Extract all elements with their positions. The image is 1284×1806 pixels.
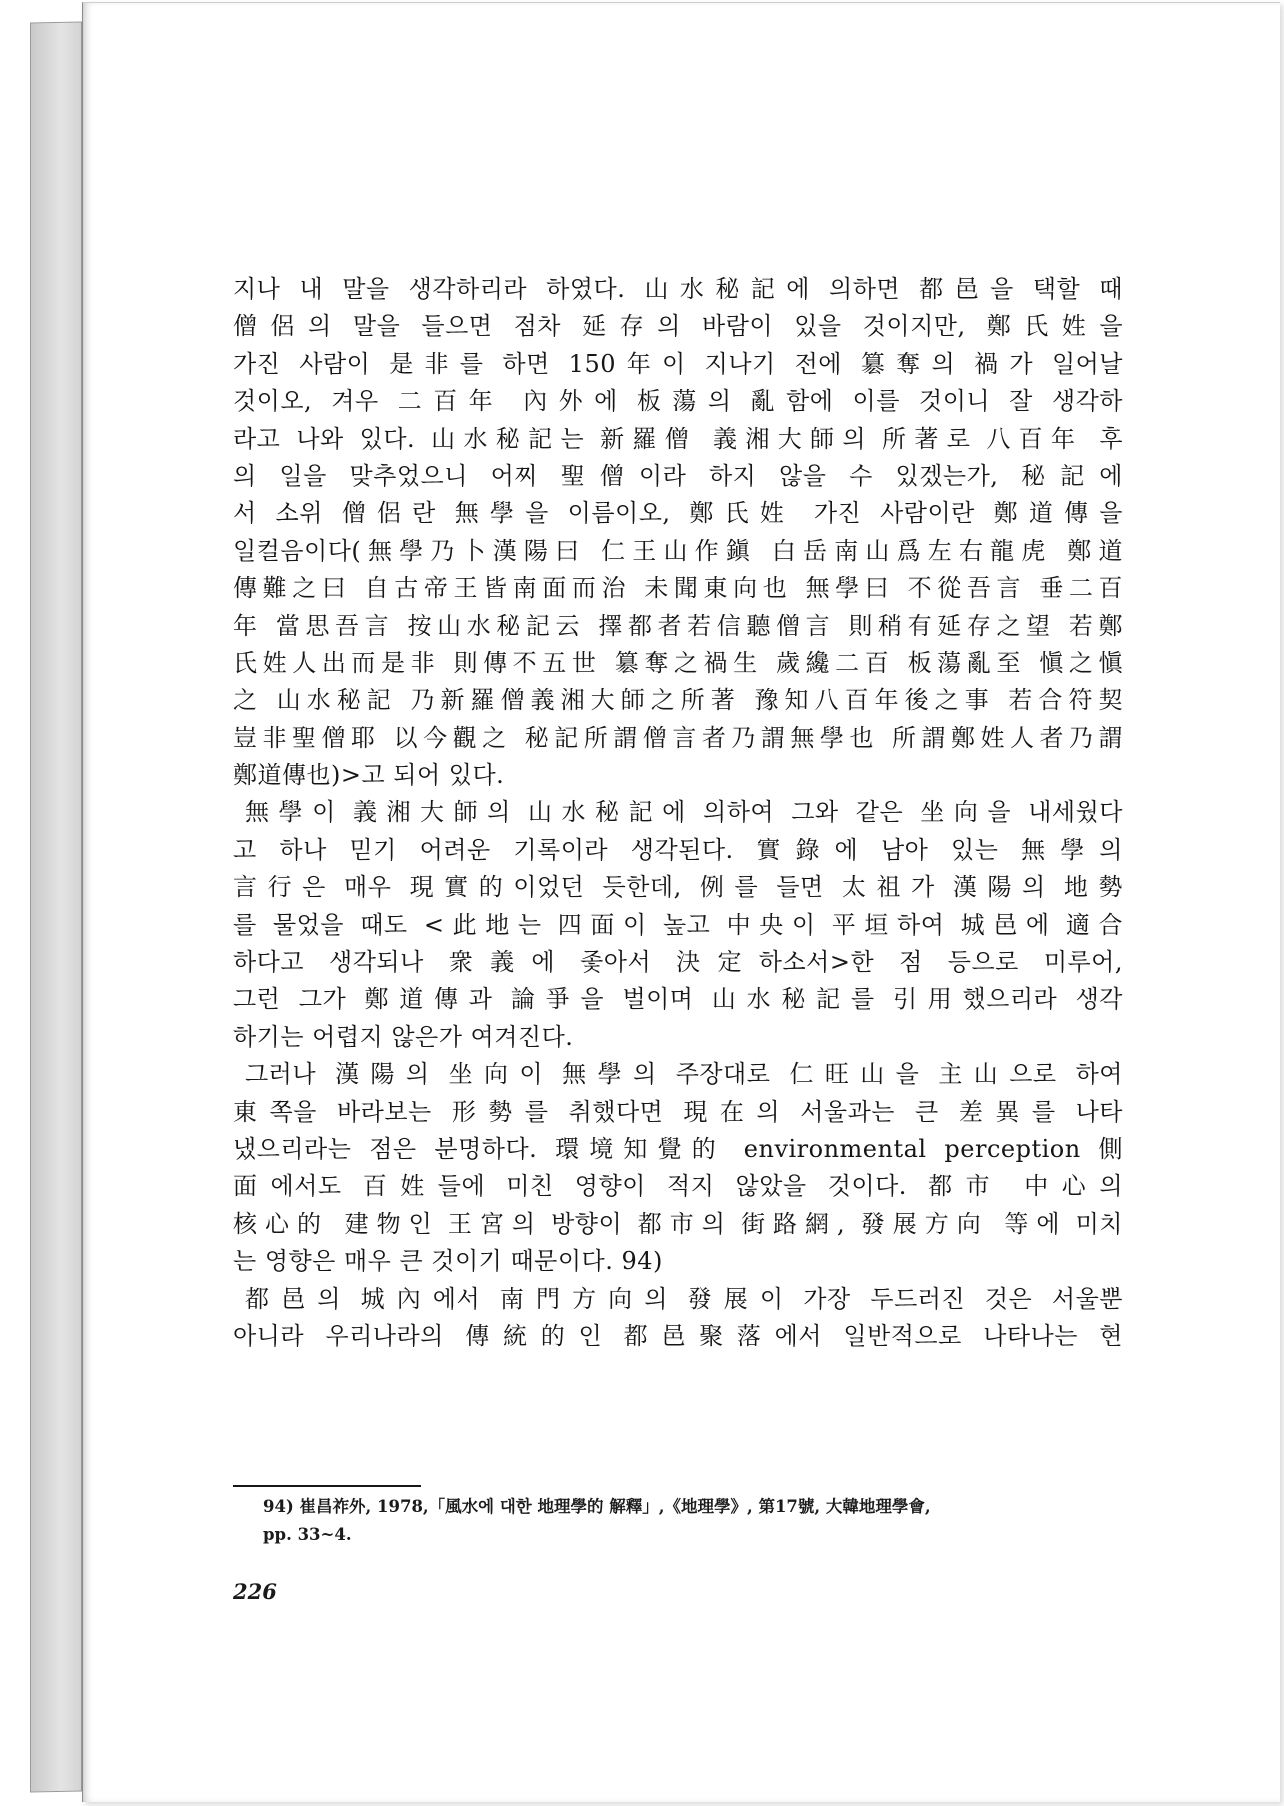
- text-line: 하기는 어렵지 않은가 여겨진다.: [233, 1022, 574, 1051]
- footnote: [263, 1493, 1125, 1549]
- footnote-line: pp. 33~4.: [263, 1525, 352, 1544]
- book-page: [82, 2, 1280, 1802]
- text-line: 僧侶의 말을 들으면 점차 延存의 바람이 있을 것이지만, 鄭氏姓을: [233, 312, 1123, 341]
- body-text: [233, 271, 1123, 1355]
- paragraph: [233, 1281, 1123, 1356]
- page-number: 226: [233, 1579, 277, 1604]
- text-line: 言行은 매우 現實的이었던 듯한데, 例를 들면 太祖가 漢陽의 地勢: [233, 873, 1123, 902]
- text-line: 의 일을 맞추었으니 어찌 聖僧이라 하지 않을 수 있겠는가, 秘記에: [233, 461, 1123, 490]
- paragraph: [233, 794, 1123, 1056]
- paragraph: [233, 1056, 1123, 1280]
- text-line: 하다고 생각되나 衆義에 좇아서 決定하소서>한 점 등으로 미루어,: [233, 948, 1123, 977]
- text-line: 氏姓人出而是非 則傳不五世 簒奪之禍生 歲纔二百 板蕩亂至 愼之愼: [233, 648, 1123, 677]
- text-line: 面에서도 百姓들에 미친 영향이 적지 않았을 것이다. 都市 中心의: [233, 1172, 1123, 1201]
- book-spine: [30, 21, 82, 1792]
- text-line: 東쪽을 바라보는 形勢를 취했다면 現在의 서울과는 큰 差異를 나타: [233, 1097, 1123, 1126]
- text-line: 年 當思吾言 按山水秘記云 擇都者若信聽僧言 則稍有延存之望 若鄭: [233, 611, 1123, 640]
- book: [30, 2, 1280, 1802]
- text-line: 지나 내 말을 생각하리라 하였다. 山水秘記에 의하면 都邑을 택할 때: [233, 275, 1123, 303]
- text-line: 核心的 建物인 王宮의 방향이 都市의 街路網, 發展方向 等에 미치: [233, 1209, 1123, 1238]
- text-line: 無學이 義湘大師의 山水秘記에 의하여 그와 같은 坐向을 내세웠다: [245, 798, 1123, 827]
- text-line: 것이오, 겨우 二百年 內外에 板蕩의 亂함에 이를 것이니 잘 생각하: [233, 387, 1123, 416]
- text-line: 그러나 漢陽의 坐向이 無學의 주장대로 仁旺山을 主山으로 하여: [245, 1060, 1123, 1089]
- text-line: 일컬음이다(無學乃卜漢陽曰 仁王山作鎭 白岳南山爲左右龍虎 鄭道: [233, 536, 1123, 565]
- text-line: 냈으리라는 점은 분명하다. 環境知覺的 environmental perception 側: [233, 1134, 1123, 1163]
- text-line: 가진 사람이 是非를 하면 150年이 지나기 전에 簒奪의 禍가 일어날: [233, 349, 1123, 378]
- footnote-line: 94) 崔昌祚外, 1978,「風水에 대한 地理學的 解釋」,《地理學》, 第17號, 大韓地理學會,: [263, 1497, 931, 1516]
- footnote-divider: [233, 1485, 421, 1487]
- text-line: 를 물었을 때도 <此地는 四面이 높고 中央이 平垣하여 城邑에 適合: [233, 910, 1123, 939]
- paragraph: [233, 271, 1123, 794]
- text-line: 는 영향은 매우 큰 것이기 때문이다. 94): [233, 1247, 663, 1276]
- text-line: 고 하나 믿기 어려운 기록이라 생각된다. 實錄에 남아 있는 無學의: [233, 835, 1123, 864]
- text-line: 그런 그가 鄭道傳과 論爭을 벌이며 山水秘記를 引用했으리라 생각: [233, 985, 1123, 1014]
- text-line: 之 山水秘記 乃新羅僧義湘大師之所著 豫知八百年後之事 若合符契: [233, 686, 1123, 715]
- text-line: 鄭道傳也)>고 되어 있다.: [233, 761, 505, 790]
- text-line: 都邑의 城內에서 南門方向의 發展이 가장 두드러진 것은 서울뿐: [245, 1284, 1123, 1313]
- text-line: 서 소위 僧侶란 無學을 이름이오, 鄭氏姓 가진 사람이란 鄭道傳을: [233, 499, 1123, 528]
- text-line: 아니라 우리나라의 傳統的인 都邑聚落에서 일반적으로 나타나는 현: [233, 1321, 1123, 1350]
- text-line: 라고 나와 있다. 山水秘記는 新羅僧 義湘大師의 所著로 八百年 후: [233, 424, 1123, 453]
- text-line: 豈非聖僧耶 以今觀之 秘記所謂僧言者乃謂無學也 所謂鄭姓人者乃謂: [233, 723, 1123, 752]
- text-line: 傳難之曰 自古帝王皆南面而治 未聞東向也 無學曰 不從吾言 垂二百: [233, 574, 1123, 603]
